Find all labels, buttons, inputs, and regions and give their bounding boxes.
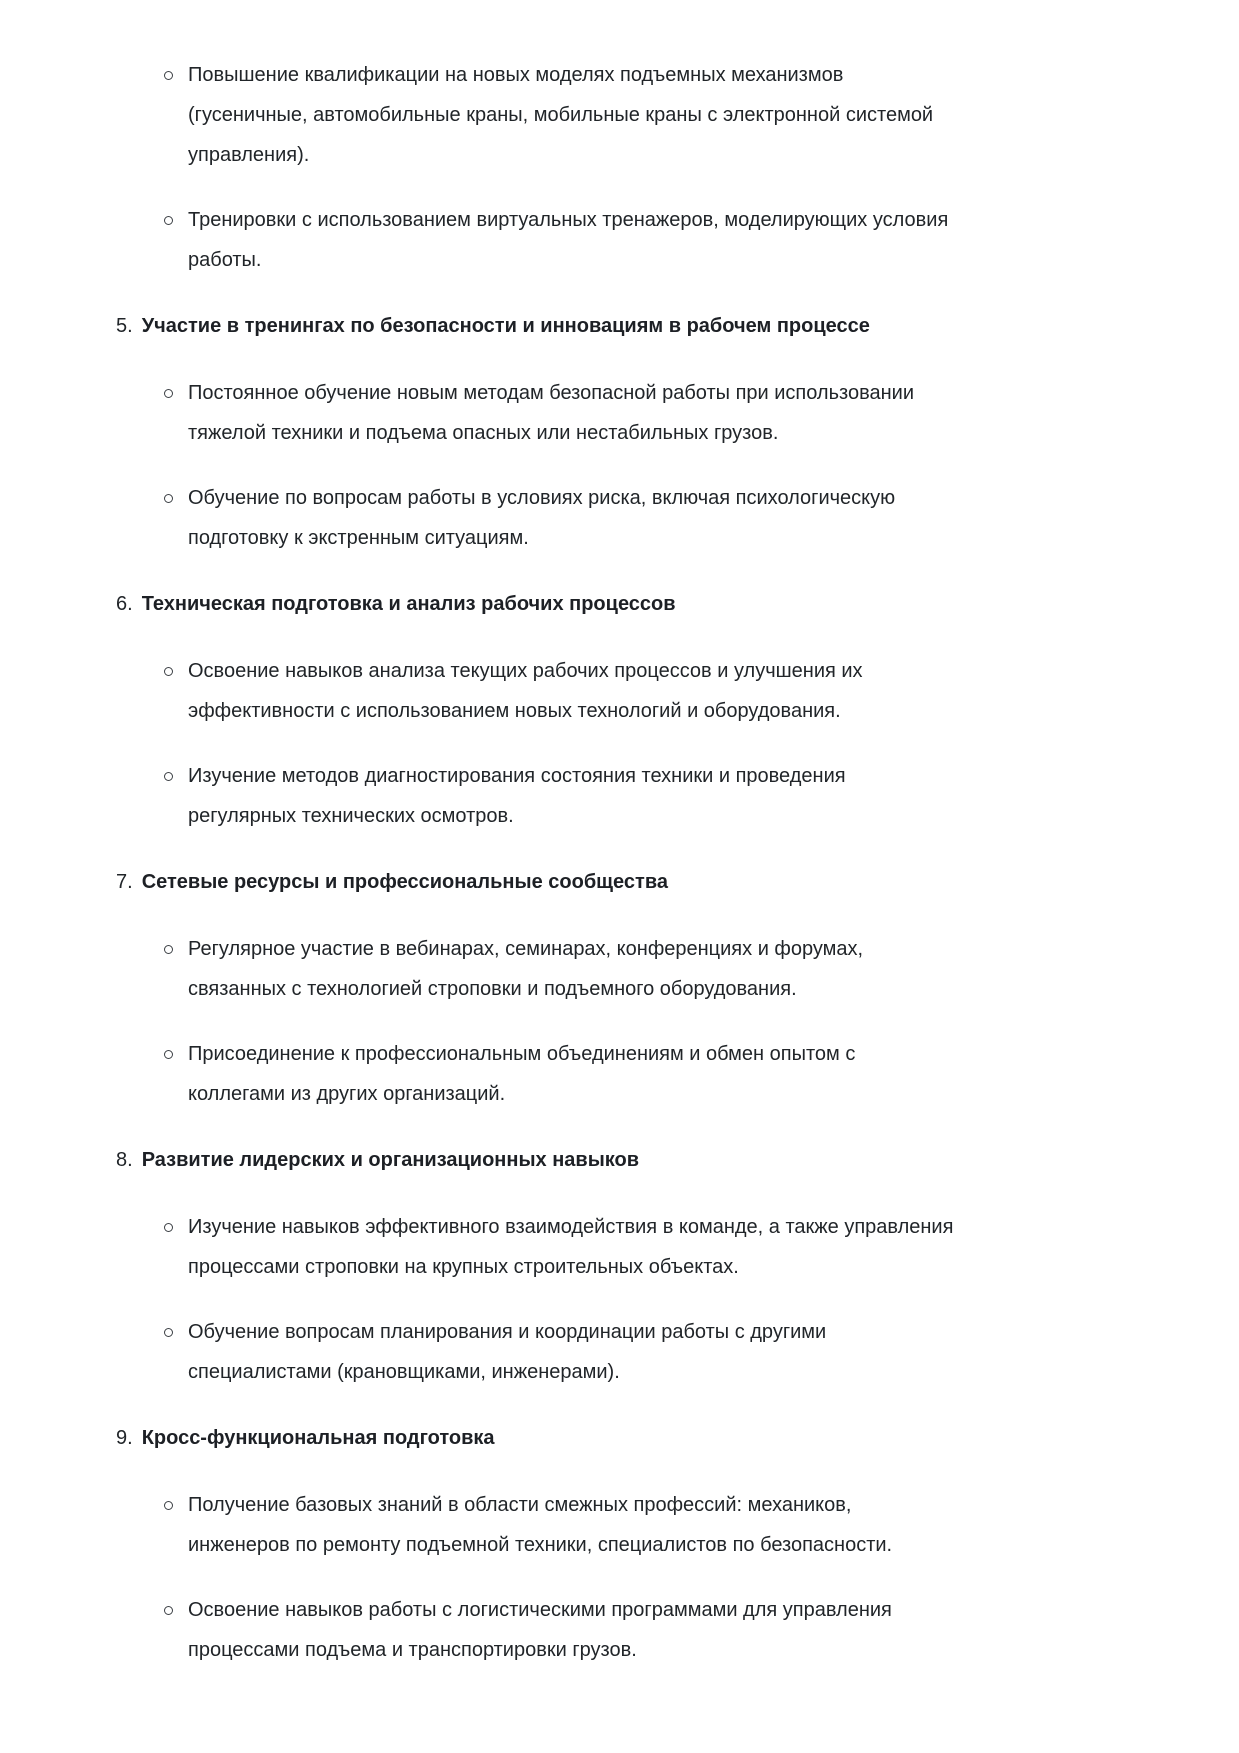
circle-bullet-icon xyxy=(164,494,173,503)
bullet-line: Постоянное обучение новым методам безопасной работы при использовании xyxy=(188,382,915,404)
section-bullet-list xyxy=(116,373,1179,558)
list-item xyxy=(164,1034,1179,1114)
bullet-line: специалистами (крановщиками, инженерами). xyxy=(188,1361,620,1383)
circle-bullet-icon xyxy=(164,945,173,954)
bullet-line: Обучение вопросам планирования и координации работы с другими xyxy=(188,1321,827,1343)
circle-bullet-icon xyxy=(164,1328,173,1337)
bullet-line: Присоединение к профессиональным объединениям и обмен опытом с xyxy=(188,1043,856,1065)
bullet-line: процессами подъема и транспортировки грузов. xyxy=(188,1639,637,1661)
bullet-line: подготовку к экстренным ситуациям. xyxy=(188,527,529,549)
list-item xyxy=(164,1590,1179,1670)
section-heading xyxy=(116,1140,1179,1180)
section-heading xyxy=(116,584,1179,624)
bullet-line: Освоение навыков работы с логистическими программами для управления xyxy=(188,1599,892,1621)
section-number: 9. xyxy=(116,1427,133,1449)
bullet-line: (гусеничные, автомобильные краны, мобильные краны с электронной системой xyxy=(188,104,934,126)
section-title: Участие в тренингах по безопасности и инновациям в рабочем процессе xyxy=(141,315,870,337)
circle-bullet-icon xyxy=(164,1050,173,1059)
bullet-line: работы. xyxy=(188,249,262,271)
section-title: Техническая подготовка и анализ рабочих процессов xyxy=(141,593,676,615)
section-heading xyxy=(116,306,1179,346)
bullet-line: Изучение методов диагностирования состояния техники и проведения xyxy=(188,765,846,787)
bullet-line: эффективности с использованием новых технологий и оборудования. xyxy=(188,700,841,722)
list-item xyxy=(164,1312,1179,1392)
list-item xyxy=(164,929,1179,1009)
bullet-line: управления). xyxy=(188,144,310,166)
section-number: 7. xyxy=(116,871,133,893)
section-number: 5. xyxy=(116,315,133,337)
bullet-line: Освоение навыков анализа текущих рабочих процессов и улучшения их xyxy=(188,660,863,682)
list-item xyxy=(164,1485,1179,1565)
list-item xyxy=(164,55,1179,175)
section-title: Сетевые ресурсы и профессиональные сообщества xyxy=(141,871,668,893)
bullet-line: процессами строповки на крупных строительных объектах. xyxy=(188,1256,739,1278)
list-item xyxy=(164,1207,1179,1287)
bullet-line: связанных с технологией строповки и подъемного оборудования. xyxy=(188,978,797,1000)
bullet-line: коллегами из других организаций. xyxy=(188,1083,506,1105)
circle-bullet-icon xyxy=(164,1606,173,1615)
bullet-line: тяжелой техники и подъема опасных или нестабильных грузов. xyxy=(188,422,779,444)
section-bullet-list xyxy=(116,1207,1179,1392)
circle-bullet-icon xyxy=(164,216,173,225)
bullet-line: Тренировки с использованием виртуальных тренажеров, моделирующих условия xyxy=(188,209,949,231)
section-number: 6. xyxy=(116,593,133,615)
section-title: Развитие лидерских и организационных навыков xyxy=(141,1149,640,1171)
list-item xyxy=(164,200,1179,280)
bullet-line: регулярных технических осмотров. xyxy=(188,805,514,827)
bullet-line: Получение базовых знаний в области смежных профессий: механиков, xyxy=(188,1494,852,1516)
list-item xyxy=(164,651,1179,731)
circle-bullet-icon xyxy=(164,1223,173,1232)
circle-bullet-icon xyxy=(164,667,173,676)
list-item xyxy=(164,373,1179,453)
section-bullet-list xyxy=(116,651,1179,836)
bullet-line: Повышение квалификации на новых моделях подъемных механизмов xyxy=(188,64,844,86)
bullet-line: Изучение навыков эффективного взаимодействия в команде, а также управления xyxy=(188,1216,954,1238)
intro-bullet-list xyxy=(116,55,1179,280)
section-title: Кросс-функциональная подготовка xyxy=(141,1427,495,1449)
circle-bullet-icon xyxy=(164,389,173,398)
bullet-line: Обучение по вопросам работы в условиях риска, включая психологическую xyxy=(188,487,896,509)
list-item xyxy=(164,478,1179,558)
bullet-line: Регулярное участие в вебинарах, семинарах, конференциях и форумах, xyxy=(188,938,864,960)
circle-bullet-icon xyxy=(164,1501,173,1510)
bullet-line: инженеров по ремонту подъемной техники, специалистов по безопасности. xyxy=(188,1534,893,1556)
circle-bullet-icon xyxy=(164,71,173,80)
section-bullet-list xyxy=(116,1485,1179,1670)
section-number: 8. xyxy=(116,1149,133,1171)
list-item xyxy=(164,756,1179,836)
section-bullet-list xyxy=(116,929,1179,1114)
section-heading xyxy=(116,1418,1179,1458)
circle-bullet-icon xyxy=(164,772,173,781)
section-heading xyxy=(116,862,1179,902)
